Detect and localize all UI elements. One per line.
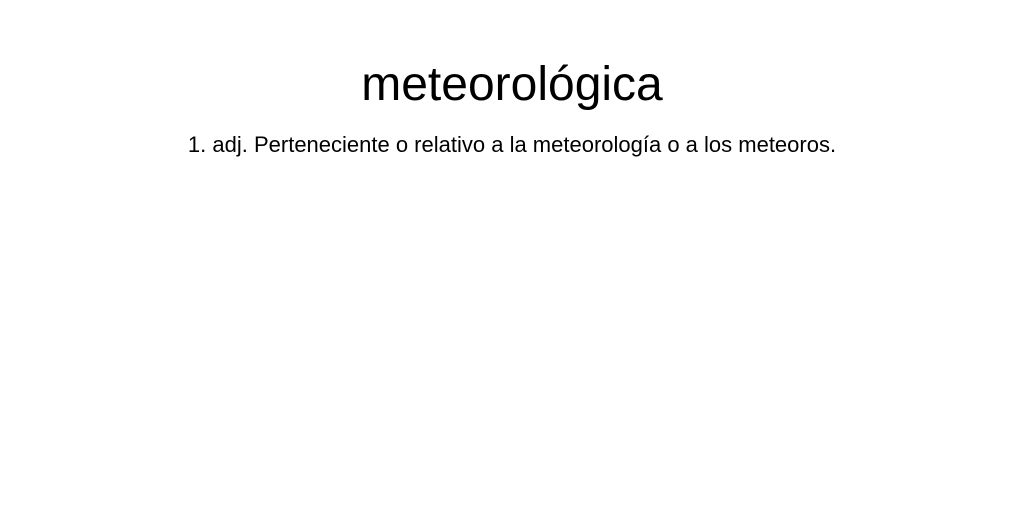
entry-headword: meteorológica	[361, 58, 663, 111]
entry-definition: 1. adj. Perteneciente o relativo a la meteorología o a los meteoros.	[187, 132, 837, 157]
